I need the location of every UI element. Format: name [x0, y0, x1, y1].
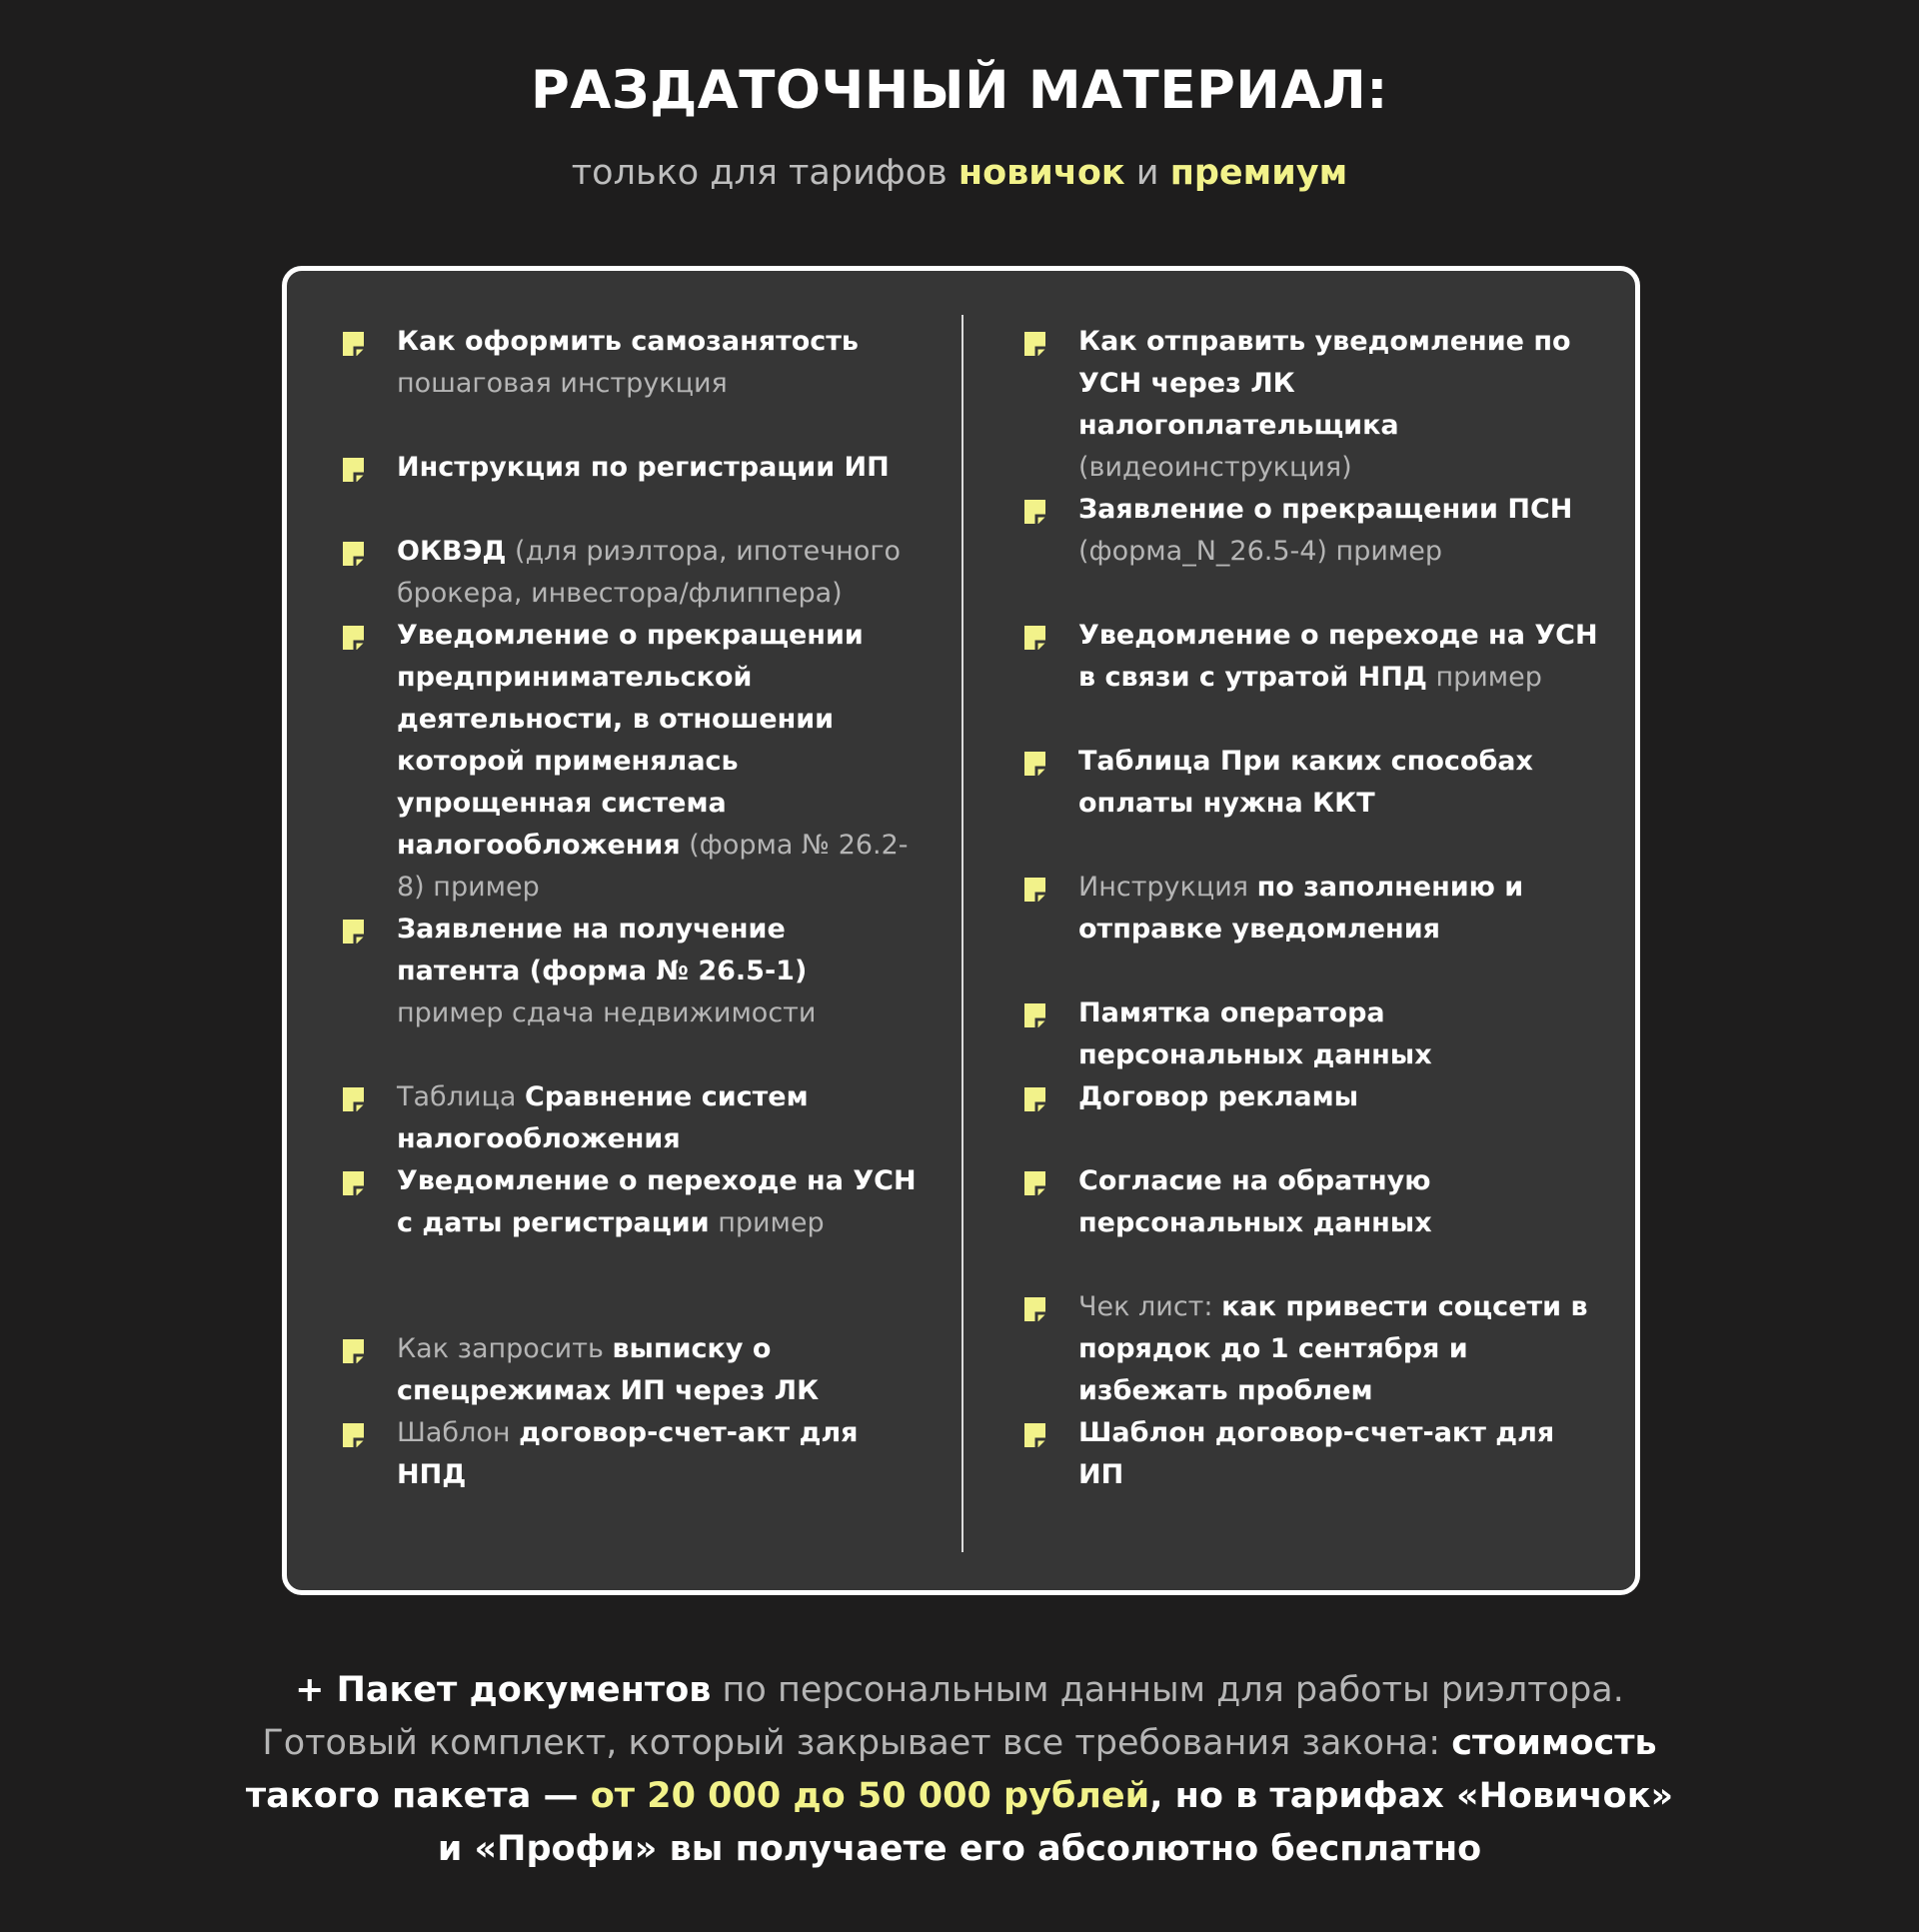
list-item-text: [1078, 992, 1598, 1076]
list-item-text-part: (форма № 26.2-8) пример: [397, 830, 909, 903]
list-item-text-part: Договор рекламы: [1078, 1081, 1359, 1112]
page-title: РАЗДАТОЧНЫЙ МАТЕРИАЛ:: [531, 60, 1388, 121]
list-item-text: [397, 531, 917, 615]
document-icon: [342, 1338, 365, 1364]
list-item-text-part: Как запросить: [397, 1333, 613, 1364]
subtitle-prefix: только для тарифов: [571, 153, 948, 193]
tariff-premium: премиум: [1169, 153, 1348, 193]
list-item-text-part: договор-счет-акт для НПД: [397, 1417, 859, 1490]
list-item-text: [397, 321, 917, 405]
list-item-text-part: (форма_N_26.5-4) пример: [1078, 536, 1442, 567]
list-item-text-part: Согласие на обратную персональных данных: [1078, 1165, 1432, 1238]
list-item-text: [1078, 321, 1598, 489]
list-item-text-part: Как отправить уведомление по УСН через ЛК налогоплательщика: [1078, 326, 1571, 441]
document-icon: [1023, 1296, 1046, 1322]
list-item-text: [1078, 1412, 1598, 1496]
list-item-text-part: пример: [1426, 662, 1542, 693]
subtitle-and: и: [1135, 153, 1159, 193]
footer-line2: Готовый комплект, который закрывает все требования закона:: [262, 1723, 1452, 1763]
document-icon: [342, 541, 365, 567]
list-item-text-part: (для риэлтора, ипотечного брокера, инвестора/флиппера): [397, 536, 902, 609]
document-icon: [342, 331, 365, 357]
document-icon: [1023, 751, 1046, 777]
list-item-text-part: Таблица: [397, 1081, 525, 1112]
list-item-text: [397, 615, 917, 909]
list-item-text: [397, 1160, 917, 1244]
list-item-text-part: как привести соцсети в порядок до 1 сентября и избежать проблем: [1078, 1291, 1588, 1406]
document-icon: [342, 457, 365, 483]
list-item-text-part: (видеоинструкция): [1078, 452, 1352, 483]
list-item-text-part: При каких способах оплаты нужна ККТ: [1078, 746, 1533, 819]
list-item-text: [1078, 489, 1598, 573]
list-item-text-part: Шаблон: [397, 1417, 520, 1448]
list-item-text-part: Как оформить самозанятость: [397, 326, 860, 357]
list-item-text-part: Уведомление о переходе на УСН с даты регистрации: [397, 1165, 917, 1238]
document-icon: [1023, 1422, 1046, 1448]
list-item-text-part: пример сдача недвижимости: [397, 997, 817, 1028]
list-item-text-part: Шаблон договор-счет-акт для ИП: [1078, 1417, 1555, 1490]
document-icon: [1023, 331, 1046, 357]
list-item-text-part: Сравнение систем налогообложения: [397, 1081, 809, 1154]
list-item-text-part: Уведомление о прекращении предпринимательской деятельности, в отношении которой применялась упрощенная система налогообложения: [397, 620, 864, 861]
document-icon: [342, 919, 365, 945]
list-item-text-part: Памятка оператора персональных данных: [1078, 997, 1432, 1070]
tariff-novice: новичок: [958, 153, 1125, 193]
document-icon: [342, 1422, 365, 1448]
footer-line1: по персональным данным для работы риэлтора.: [711, 1670, 1624, 1710]
list-item-text-part: Инструкция: [1078, 872, 1257, 903]
footer-cost-label: стоимость такого пакета —: [245, 1723, 1657, 1816]
list-item-text: [397, 447, 917, 489]
list-item-text-part: Таблица: [1078, 746, 1220, 777]
document-icon: [342, 625, 365, 651]
document-icon: [1023, 877, 1046, 903]
footer-package-title: + Пакет документов: [295, 1670, 712, 1710]
list-item-text: [397, 1412, 917, 1496]
list-item-text-part: выписку о спецрежимах ИП через ЛК: [397, 1333, 820, 1406]
footer-note: [230, 1664, 1689, 1876]
list-item-text: [1078, 741, 1598, 825]
footer-free-note: , но в тарифах «Новичок» и «Профи» вы получаете его абсолютно бесплатно: [437, 1776, 1674, 1869]
document-icon: [1023, 1002, 1046, 1028]
list-item-text-part: Инструкция по регистрации ИП: [397, 452, 890, 483]
document-icon: [1023, 1170, 1046, 1196]
list-item-text-part: ОКВЭД: [397, 536, 507, 567]
list-item-text: [1078, 1160, 1598, 1244]
list-item-text: [1078, 867, 1598, 951]
list-item-text-part: Уведомление о переходе на УСН в связи с утратой НПД: [1078, 620, 1598, 693]
document-icon: [1023, 1086, 1046, 1112]
footer-price-range: от 20 000 до 50 000 рублей: [590, 1776, 1150, 1816]
list-item-text-part: по заполнению и отправке уведомления: [1078, 872, 1524, 945]
list-item-text-part: Заявление на получение патента (форма № 26.5-1): [397, 914, 808, 986]
list-item-text: [397, 1076, 917, 1160]
column-divider: [961, 315, 963, 1552]
materials-panel: [282, 266, 1640, 1595]
list-item-text: [397, 1328, 917, 1412]
document-icon: [1023, 499, 1046, 525]
document-icon: [342, 1086, 365, 1112]
list-item-text: [397, 909, 917, 1034]
list-item-text-part: пример: [709, 1207, 825, 1238]
list-item-text: [1078, 1286, 1598, 1412]
document-icon: [342, 1170, 365, 1196]
page-subtitle: [0, 153, 1919, 193]
list-item-text: [1078, 1076, 1598, 1118]
list-item-text-part: Чек лист:: [1078, 1291, 1222, 1322]
document-icon: [1023, 625, 1046, 651]
list-item-text-part: пошаговая инструкция: [397, 368, 728, 399]
list-item-text: [1078, 615, 1598, 699]
list-item-text-part: Заявление о прекращении ПСН: [1078, 494, 1573, 525]
